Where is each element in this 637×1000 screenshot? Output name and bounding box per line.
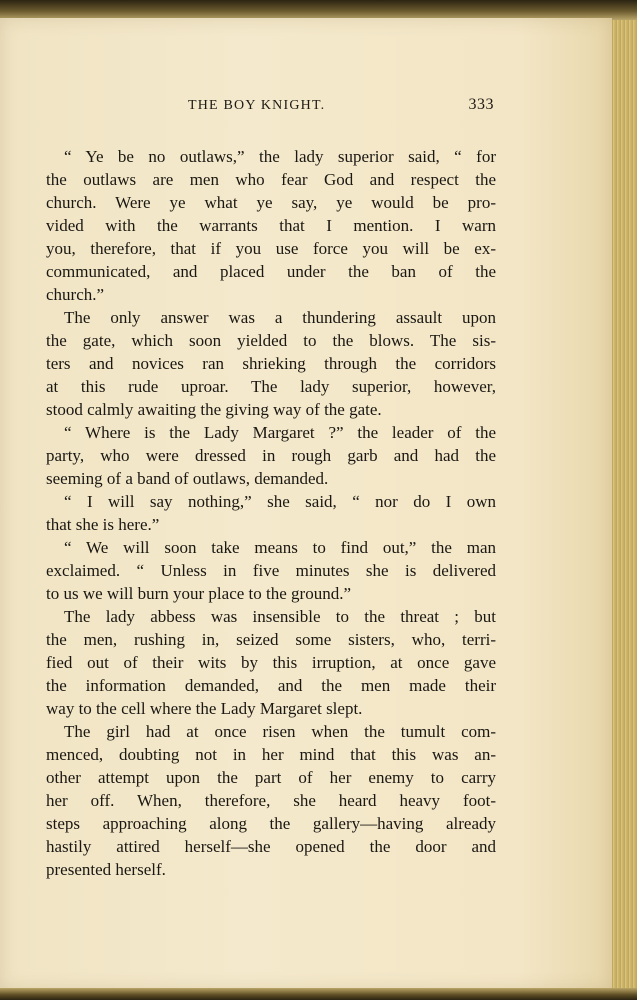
text-line: “ Where is the Lady Margaret ?” the leader of the (64, 423, 496, 442)
running-head (188, 96, 494, 114)
text-line: hastily attired herself—she opened the door and (46, 837, 496, 856)
paragraph-1 (46, 145, 496, 306)
text-line: other attempt upon the part of her enemy to carry (46, 768, 496, 787)
text-line: the gate, which soon yielded to the blows. The sis- (46, 331, 496, 350)
text-line: church. Were ye what ye say, ye would be pro- (46, 193, 496, 212)
text-line: presented herself. (46, 860, 166, 879)
text-line: that she is here.” (46, 515, 160, 534)
text-line: to us we will burn your place to the ground.” (46, 584, 351, 603)
book-bottom-edge (0, 988, 637, 1000)
text-line: way to the cell where the Lady Margaret slept. (46, 699, 363, 718)
paragraph-5 (46, 536, 496, 605)
text-line: “ I will say nothing,” she said, “ nor do I own (64, 492, 496, 511)
body-text (46, 145, 496, 881)
paragraph-2 (46, 306, 496, 421)
book-top-edge (0, 0, 637, 20)
text-line: exclaimed. “ Unless in five minutes she is delivered (46, 561, 496, 580)
paragraph-4 (46, 490, 496, 536)
text-line: you, therefore, that if you use force you will be ex- (46, 239, 496, 258)
paragraph-6 (46, 605, 496, 720)
text-line: the outlaws are men who fear God and respect the (46, 170, 496, 189)
paragraph-3 (46, 421, 496, 490)
text-line: The lady abbess was insensible to the threat ; but (64, 607, 496, 626)
paragraph-7 (46, 720, 496, 881)
page-number: 333 (468, 96, 494, 113)
text-line: communicated, and placed under the ban of the (46, 262, 496, 281)
text-line: the information demanded, and the men made their (46, 676, 496, 695)
text-line: party, who were dressed in rough garb and had the (46, 446, 496, 465)
text-line: seeming of a band of outlaws, demanded. (46, 469, 329, 488)
running-title: THE BOY KNIGHT. (188, 98, 326, 113)
text-line: church.” (46, 285, 105, 304)
text-line: The only answer was a thundering assault upon (64, 308, 496, 327)
page-stack-edge (609, 20, 637, 1000)
text-line: the men, rushing in, seized some sisters, who, terri- (46, 630, 496, 649)
text-line: “ We will soon take means to find out,” the man (64, 538, 496, 557)
text-line: fied out of their wits by this irruption, at once gave (46, 653, 496, 672)
text-line: vided with the warrants that I mention. I warn (46, 216, 496, 235)
text-line: menced, doubting not in her mind that this was an- (46, 745, 496, 764)
text-line: her off. When, therefore, she heard heavy foot- (46, 791, 496, 810)
text-line: at this rude uproar. The lady superior, however, (46, 377, 496, 396)
text-line: ters and novices ran shrieking through the corridors (46, 354, 496, 373)
text-line: “ Ye be no outlaws,” the lady superior said, “ for (64, 147, 496, 166)
text-line: stood calmly awaiting the giving way of the gate. (46, 400, 382, 419)
text-line: The girl had at once risen when the tumult com- (64, 722, 496, 741)
text-line: steps approaching along the gallery—having already (46, 814, 496, 833)
